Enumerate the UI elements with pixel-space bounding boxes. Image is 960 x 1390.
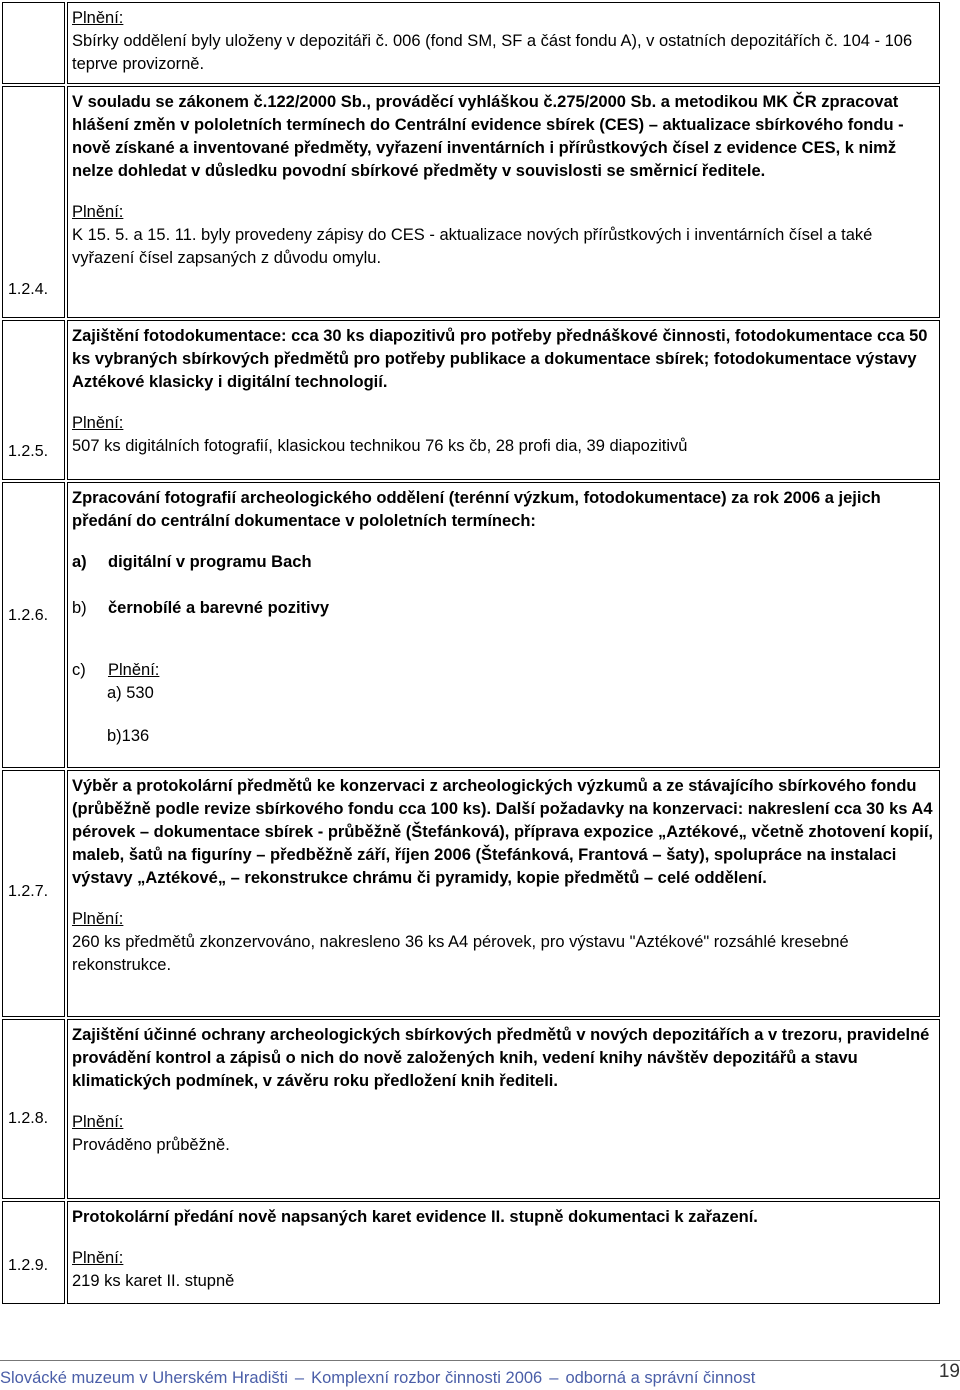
table-row bbox=[2, 1201, 940, 1304]
row-number: 1.2.6. bbox=[8, 607, 49, 624]
row-number: 1.2.4. bbox=[8, 281, 49, 298]
result-b: b)136 bbox=[107, 727, 150, 745]
list-item: a) digitální v programu Bach bbox=[72, 553, 312, 571]
footer-separator: – bbox=[549, 1369, 559, 1387]
result-a: a) 530 bbox=[107, 684, 154, 702]
row-number: 1.2.5. bbox=[8, 443, 49, 460]
row-number-cell bbox=[2, 86, 65, 318]
row-number-cell bbox=[2, 770, 65, 1017]
plneni-label: Plnění: bbox=[72, 9, 124, 27]
task-text: Protokolární předání nově napsaných karet evidence II. stupně dokumentaci k zařazení. bbox=[72, 1208, 758, 1226]
page-footer bbox=[0, 1360, 960, 1389]
row-number: 1.2.9. bbox=[8, 1257, 49, 1274]
plneni-text: 260 ks předmětů zkonzervováno, nakresleno 36 ks A4 pérovek, pro výstavu "Aztékové" rozsáhlé kresebné rekonstrukce. bbox=[72, 933, 849, 974]
plneni-label: Plnění: bbox=[72, 203, 124, 221]
plneni-label: Plnění: bbox=[72, 1113, 124, 1131]
row-content bbox=[67, 2, 940, 84]
page-number: 19 bbox=[938, 1361, 960, 1382]
table-row bbox=[2, 86, 940, 318]
task-text: Zajištění fotodokumentace: cca 30 ks diapozitivů pro potřeby přednáškové činnosti, fotodokumentace cca 50 ks vybraných sbírkových předmětů pro potřeby publikace a dokumentace sbírek; fotodokumentace výstavy Aztékové klasicky i digitální technologií. bbox=[72, 327, 928, 391]
row-number: 1.2.8. bbox=[8, 1110, 49, 1127]
plneni-text: K 15. 5. a 15. 11. byly provedeny zápisy do CES - aktualizace nových přírůstkových i inventárních čísel a také vyřazení čísel zapsaných z důvodu omylu. bbox=[72, 226, 873, 267]
footer-report: Komplexní rozbor činnosti 2006 bbox=[311, 1369, 543, 1387]
row-number-cell bbox=[2, 320, 65, 480]
table-row bbox=[2, 320, 940, 480]
plneni-label: Plnění: bbox=[72, 910, 124, 928]
footer-org: Slovácké muzeum v Uherském Hradišti bbox=[0, 1369, 288, 1387]
task-text: V souladu se zákonem č.122/2000 Sb., prováděcí vyhláškou č.275/2000 Sb. a metodikou MK ČR zpracovat hlášení změn v pololetních termínech do Centrální evidence sbírek (CES) – aktualizace sbírkového fondu - nově získané a inventované předměty, vyřazení inventárních i přírůstkových čísel z evidence CES, k nimž nelze dohledat v důsledku povodní sbírkové předměty v souvislosti se směrnicí ředitele. bbox=[72, 93, 904, 180]
row-content bbox=[67, 770, 940, 1017]
plneni-label: Plnění: bbox=[72, 1249, 124, 1267]
task-text: Zpracování fotografií archeologického oddělení (terénní výzkum, fotodokumentace) za rok 2006 a jejich předání do centrální dokumentace v pololetních termínech: bbox=[72, 489, 881, 530]
row-content bbox=[67, 1019, 940, 1199]
task-text: Zajištění účinné ochrany archeologických sbírkových předmětů v nových depozitářích a v trezoru, pravidelné provádění kontrol a zápisů o nich do nově založených knih, vedení knihy návštěv depozitářů a stavu klimatických podmínek, v závěru roku předložení knih řediteli. bbox=[72, 1026, 930, 1090]
task-text: Výběr a protokolární předmětů ke konzervaci z archeologických výzkumů a ze stávajícího sbírkového fondu (průběžně podle revize sbírkového fondu cca 100 ks). Další požadavky na konzervaci: nakreslení cca 30 ks A4 pérovek – dokumentace sbírek - průběžně (Štefánková), příprava expozice „Aztékové„ včetně zhotovení kopií, maleb, šatů na figuríny – předběžně září, říjen 2006 (Štefánková, Frantová – šaty), spolupráce na instalaci výstavy „Aztékové„ – rekonstrukce chrámu či pyramidy, kopie předmětů – celé oddělení. bbox=[72, 777, 934, 887]
table-row bbox=[2, 482, 940, 768]
plneni-text: 507 ks digitálních fotografií, klasickou technikou 76 ks čb, 28 profi dia, 39 diapozitivů bbox=[72, 437, 688, 455]
row-number-cell bbox=[2, 1019, 65, 1199]
row-number: 1.2.7. bbox=[8, 883, 49, 900]
table-row bbox=[2, 2, 940, 84]
table-row bbox=[2, 1019, 940, 1199]
plneni-text: 219 ks karet II. stupně bbox=[72, 1272, 235, 1290]
table-row bbox=[2, 770, 940, 1017]
row-number-cell bbox=[2, 2, 65, 84]
plneni-label: Plnění: bbox=[108, 661, 160, 679]
plneni-label: Plnění: bbox=[72, 414, 124, 432]
plneni-text: Prováděno průběžně. bbox=[72, 1136, 230, 1154]
footer-text bbox=[0, 1367, 762, 1390]
row-content bbox=[67, 482, 940, 768]
footer-section: odborná a správní činnost bbox=[565, 1369, 756, 1387]
list-item: b) černobílé a barevné pozitivy bbox=[72, 599, 329, 617]
row-content bbox=[67, 86, 940, 318]
row-number-cell bbox=[2, 1201, 65, 1304]
plneni-text: Sbírky oddělení byly uloženy v depozitáři č. 006 (fond SM, SF a část fondu A), v ostatních depozitářích č. 104 - 106 teprve provizorně. bbox=[72, 32, 913, 73]
footer-separator: – bbox=[294, 1369, 305, 1387]
row-content bbox=[67, 1201, 940, 1304]
list-item: c) Plnění: bbox=[72, 659, 935, 682]
row-content bbox=[67, 320, 940, 480]
row-number-cell bbox=[2, 482, 65, 768]
